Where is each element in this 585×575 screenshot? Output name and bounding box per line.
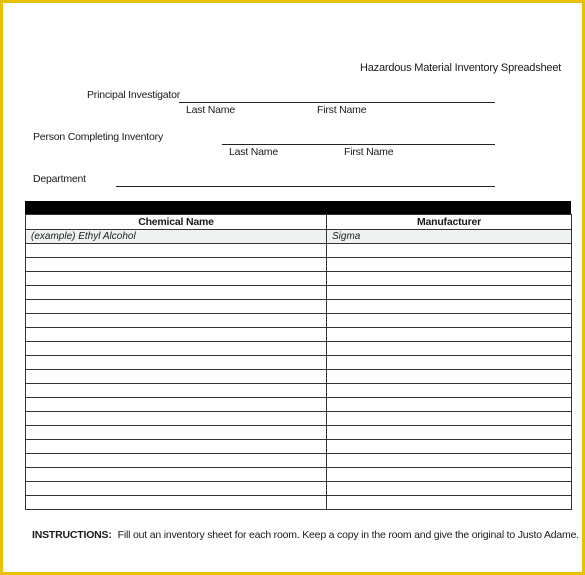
manufacturer-cell[interactable] — [327, 384, 572, 398]
chemical-name-cell[interactable] — [26, 272, 327, 286]
table-row — [26, 370, 572, 384]
chemical-name-cell[interactable] — [26, 342, 327, 356]
principal-investigator-line[interactable] — [179, 102, 495, 103]
person-completing-line[interactable] — [222, 144, 495, 145]
table-row — [26, 412, 572, 426]
manufacturer-cell[interactable] — [327, 370, 572, 384]
chemical-name-cell[interactable] — [26, 482, 327, 496]
table-row — [26, 328, 572, 342]
manufacturer-cell[interactable] — [327, 398, 572, 412]
manufacturer-cell[interactable] — [327, 496, 572, 510]
manufacturer-cell[interactable] — [327, 272, 572, 286]
department-label: Department — [33, 173, 86, 185]
pi-first-name-label: First Name — [317, 104, 367, 116]
table-row — [26, 426, 572, 440]
table-row — [26, 272, 572, 286]
table-row — [26, 314, 572, 328]
inventory-table — [25, 201, 571, 510]
table-row — [26, 440, 572, 454]
chemical-name-cell[interactable] — [26, 286, 327, 300]
table-row — [26, 398, 572, 412]
table-row — [26, 244, 572, 258]
chemical-name-cell[interactable] — [26, 258, 327, 272]
manufacturer-cell[interactable] — [327, 342, 572, 356]
chemical-name-cell[interactable] — [26, 314, 327, 328]
instructions — [32, 529, 579, 541]
principal-investigator-label: Principal Investigator — [87, 89, 181, 101]
chemical-name-cell[interactable] — [26, 412, 327, 426]
chemical-name-cell[interactable] — [26, 328, 327, 342]
manufacturer-cell[interactable] — [327, 412, 572, 426]
chemical-name-cell[interactable]: (example) Ethyl Alcohol — [26, 230, 327, 244]
person-completing-label: Person Completing Inventory — [33, 131, 164, 143]
manufacturer-cell[interactable] — [327, 300, 572, 314]
chemical-name-cell[interactable] — [26, 244, 327, 258]
pc-last-name-label: Last Name — [229, 146, 278, 158]
manufacturer-cell[interactable] — [327, 258, 572, 272]
chemical-name-cell[interactable] — [26, 496, 327, 510]
manufacturer-cell[interactable] — [327, 482, 572, 496]
chemical-name-cell[interactable] — [26, 300, 327, 314]
chemical-name-cell[interactable] — [26, 454, 327, 468]
pi-last-name-label: Last Name — [186, 104, 235, 116]
column-header-chemical-name: Chemical Name — [26, 215, 327, 230]
manufacturer-cell[interactable]: Sigma — [327, 230, 572, 244]
chemical-name-cell[interactable] — [26, 356, 327, 370]
instructions-label: INSTRUCTIONS: — [32, 529, 112, 541]
table-header-row — [26, 215, 572, 230]
document-title: Hazardous Material Inventory Spreadsheet — [360, 62, 562, 74]
chemical-name-cell[interactable] — [26, 440, 327, 454]
chemical-name-cell[interactable] — [26, 370, 327, 384]
table-row — [26, 342, 572, 356]
table-row — [26, 454, 572, 468]
table-row — [26, 286, 572, 300]
example-row — [26, 230, 572, 244]
manufacturer-cell[interactable] — [327, 314, 572, 328]
manufacturer-cell[interactable] — [327, 468, 572, 482]
manufacturer-cell[interactable] — [327, 440, 572, 454]
pc-first-name-label: First Name — [344, 146, 394, 158]
manufacturer-cell[interactable] — [327, 328, 572, 342]
table-row — [26, 482, 572, 496]
table-row — [26, 468, 572, 482]
chemical-name-cell[interactable] — [26, 426, 327, 440]
manufacturer-cell[interactable] — [327, 454, 572, 468]
column-header-manufacturer: Manufacturer — [327, 215, 572, 230]
chemical-name-cell[interactable] — [26, 398, 327, 412]
table-header-bar — [25, 201, 571, 214]
chemical-name-cell[interactable] — [26, 384, 327, 398]
manufacturer-cell[interactable] — [327, 286, 572, 300]
instructions-text: Fill out an inventory sheet for each room. Keep a copy in the room and give the original to Justo Adame. — [117, 529, 579, 541]
table-row — [26, 496, 572, 510]
table-row — [26, 258, 572, 272]
manufacturer-cell[interactable] — [327, 426, 572, 440]
manufacturer-cell[interactable] — [327, 244, 572, 258]
chemical-name-cell[interactable] — [26, 468, 327, 482]
department-line[interactable] — [116, 186, 495, 187]
table-row — [26, 356, 572, 370]
table-row — [26, 384, 572, 398]
manufacturer-cell[interactable] — [327, 356, 572, 370]
table-row — [26, 300, 572, 314]
